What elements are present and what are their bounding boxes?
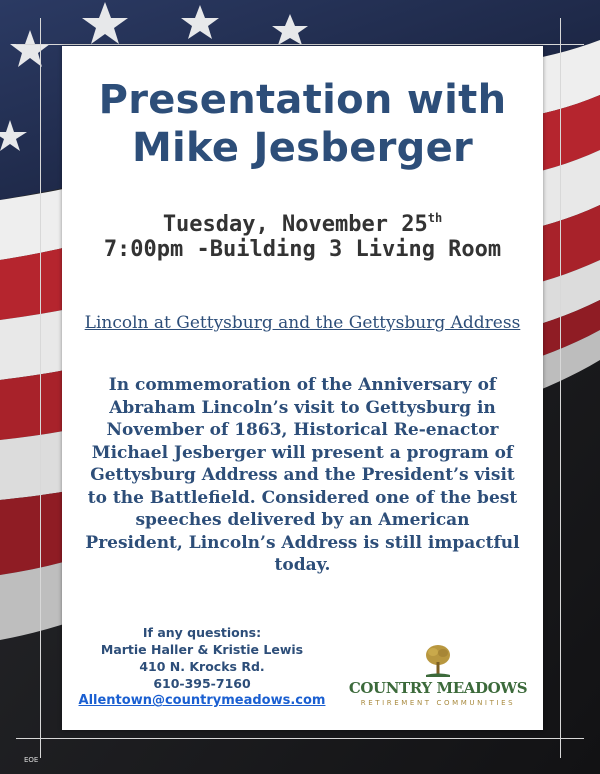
logo-name: COUNTRY MEADOWS	[348, 679, 528, 697]
tree-icon	[424, 644, 452, 678]
title-line-1: Presentation with	[98, 77, 507, 123]
contact-names: Martie Haller & Kristie Lewis	[100, 642, 304, 657]
flyer-title	[62, 76, 543, 172]
event-datetime	[62, 212, 543, 262]
logo-tagline: RETIREMENT COMMUNITIES	[360, 699, 516, 707]
contact-phone: 610-395-7160	[153, 676, 251, 691]
contact-info	[72, 624, 332, 709]
frame-line-left	[40, 18, 41, 758]
contact-heading: If any questions:	[142, 625, 262, 640]
contact-email-link[interactable]: Allentown@countrymeadows.com	[78, 693, 326, 708]
day-suffix: th	[427, 211, 443, 225]
frame-line-top	[16, 44, 584, 45]
event-day: Tuesday, November 25	[162, 212, 428, 237]
title-line-2: Mike Jesberger	[131, 125, 474, 171]
frame-line-right	[560, 18, 561, 758]
event-description: In commemoration of the Anniversary of Abraham Lincoln’s visit to Gettysburg in November of 1863, Historical Re-enactor Michael Jesberger will present a program of Gettysburg Address and the President’s visit to the Battlefield. Considered one of the best speeches delivered by an American President, Lincoln’s Address is still impactful today.	[85, 375, 520, 575]
contact-address: 410 N. Krocks Rd.	[139, 659, 265, 674]
flyer-card	[62, 46, 543, 730]
eoe-mark: EOE	[24, 756, 39, 764]
country-meadows-logo	[344, 644, 532, 714]
presentation-topic: Lincoln at Gettysburg and the Gettysburg Address	[84, 313, 521, 333]
event-time-location: 7:00pm -Building 3 Living Room	[103, 237, 502, 262]
frame-line-bottom	[16, 738, 584, 739]
